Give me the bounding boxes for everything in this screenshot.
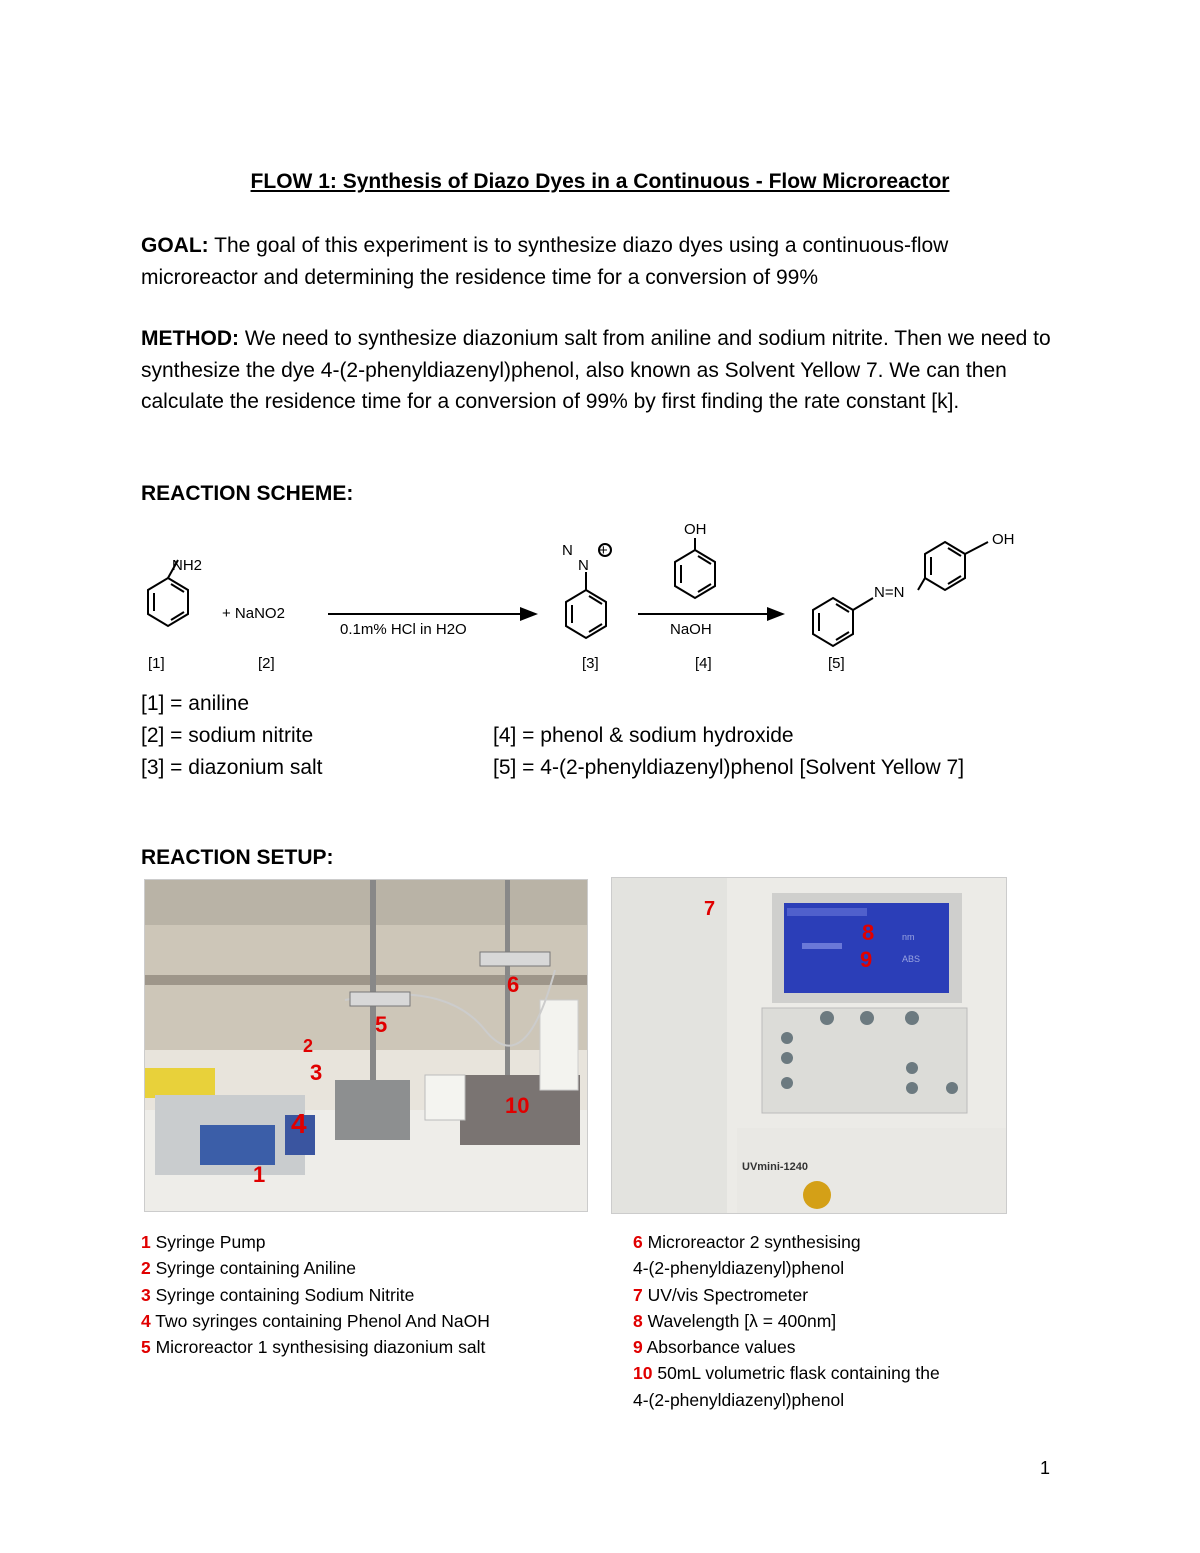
reaction-scheme-heading: REACTION SCHEME: (141, 482, 354, 505)
caption-6: 6 Microreactor 2 synthesising (633, 1232, 861, 1252)
caption-7: 7 UV/vis Spectrometer (633, 1284, 809, 1305)
svg-text:N: N (578, 557, 589, 574)
marker-3: 3 (310, 1060, 323, 1085)
goal-text: The goal of this experiment is to synthesize diazo dyes using a continuous-flow microreactor and determining the residence time for a conversion of 99% (141, 234, 949, 289)
caption-8: 8 Wavelength [λ = 400nm] (633, 1310, 837, 1331)
screen-abs-label: ABS (902, 954, 921, 964)
marker-9: 9 (860, 947, 873, 972)
nh2-label: NH2 (172, 557, 203, 574)
method-paragraph (141, 323, 1061, 418)
legend-item-5: [5] = 4-(2-phenyldiazenyl)phenol [Solvent Yellow 7] (493, 756, 965, 779)
naoh-label: NaOH (670, 621, 712, 638)
caption-6-cont: 4-(2-phenyldiazenyl)phenol (633, 1258, 845, 1279)
screen-nm-label: nm (902, 932, 915, 942)
method-label: METHOD: (141, 327, 239, 350)
marker-6: 6 (507, 972, 520, 997)
caption-5: 5 Microreactor 1 synthesising diazonium salt (141, 1337, 486, 1358)
marker-10: 10 (505, 1093, 530, 1118)
goal-paragraph (141, 230, 1061, 293)
page-number: 1 (1040, 1458, 1051, 1478)
legend-item-1: [1] = aniline (141, 692, 249, 715)
oh-product-label: OH (992, 531, 1015, 548)
marker-2: 2 (303, 1036, 314, 1056)
marker-8: 8 (862, 920, 875, 945)
compound-1-label: [1] (148, 655, 165, 672)
marker-1: 1 (253, 1162, 266, 1187)
n2-label: N (562, 542, 573, 559)
compound-3-label: [3] (582, 655, 599, 672)
captions-left (141, 1229, 490, 1360)
caption-9: 9 Absorbance values (633, 1337, 796, 1358)
caption-4: 4 Two syringes containing Phenol And NaOH (141, 1310, 490, 1331)
legend-item-4: [4] = phenol & sodium hydroxide (493, 724, 794, 747)
compound-5-label: [5] (828, 655, 845, 672)
caption-10: 10 50mL volumetric flask containing the (633, 1363, 940, 1384)
goal-label: GOAL: (141, 234, 209, 257)
caption-2: 2 Syringe containing Aniline (141, 1258, 357, 1279)
phenol-structure (675, 538, 715, 598)
lab-setup-photo (144, 879, 588, 1212)
spectrometer-model: UVmini-1240 (742, 1161, 809, 1173)
reaction-scheme-diagram (140, 510, 1040, 685)
marker-4: 4 (291, 1108, 307, 1139)
svg-text:+: + (599, 542, 608, 559)
hcl-label: 0.1m% HCl in H2O (340, 621, 467, 638)
compound-4-label: [4] (695, 655, 712, 672)
page-title: FLOW 1: Synthesis of Diazo Dyes in a Continuous - Flow Microreactor (250, 170, 950, 193)
caption-10-cont: 4-(2-phenyldiazenyl)phenol (633, 1389, 845, 1410)
reaction-setup-heading: REACTION SETUP: (141, 846, 334, 869)
method-text: We need to synthesize diazonium salt from aniline and sodium nitrite. Then we need to synthesize the dye 4-(2-phenyldiazenyl)phenol, also known as Solvent Yellow 7. We can then calculate the residence time for a conversion of 99% by first finding the rate constant [k]. (141, 327, 1051, 413)
compound-2-label: [2] (258, 655, 275, 672)
legend-item-3: [3] = diazonium salt (141, 756, 323, 779)
caption-3: 3 Syringe containing Sodium Nitrite (141, 1284, 415, 1305)
marker-5: 5 (375, 1012, 388, 1037)
captions-right (633, 1229, 940, 1413)
n-n-label: N=N (874, 584, 905, 601)
oh-top-label: OH (684, 521, 707, 538)
legend-item-2: [2] = sodium nitrite (141, 724, 314, 747)
spectrometer-photo (611, 877, 1007, 1214)
caption-1: 1 Syringe Pump (141, 1232, 266, 1252)
marker-7: 7 (704, 898, 716, 920)
nano2-label: + NaNO2 (222, 605, 285, 622)
